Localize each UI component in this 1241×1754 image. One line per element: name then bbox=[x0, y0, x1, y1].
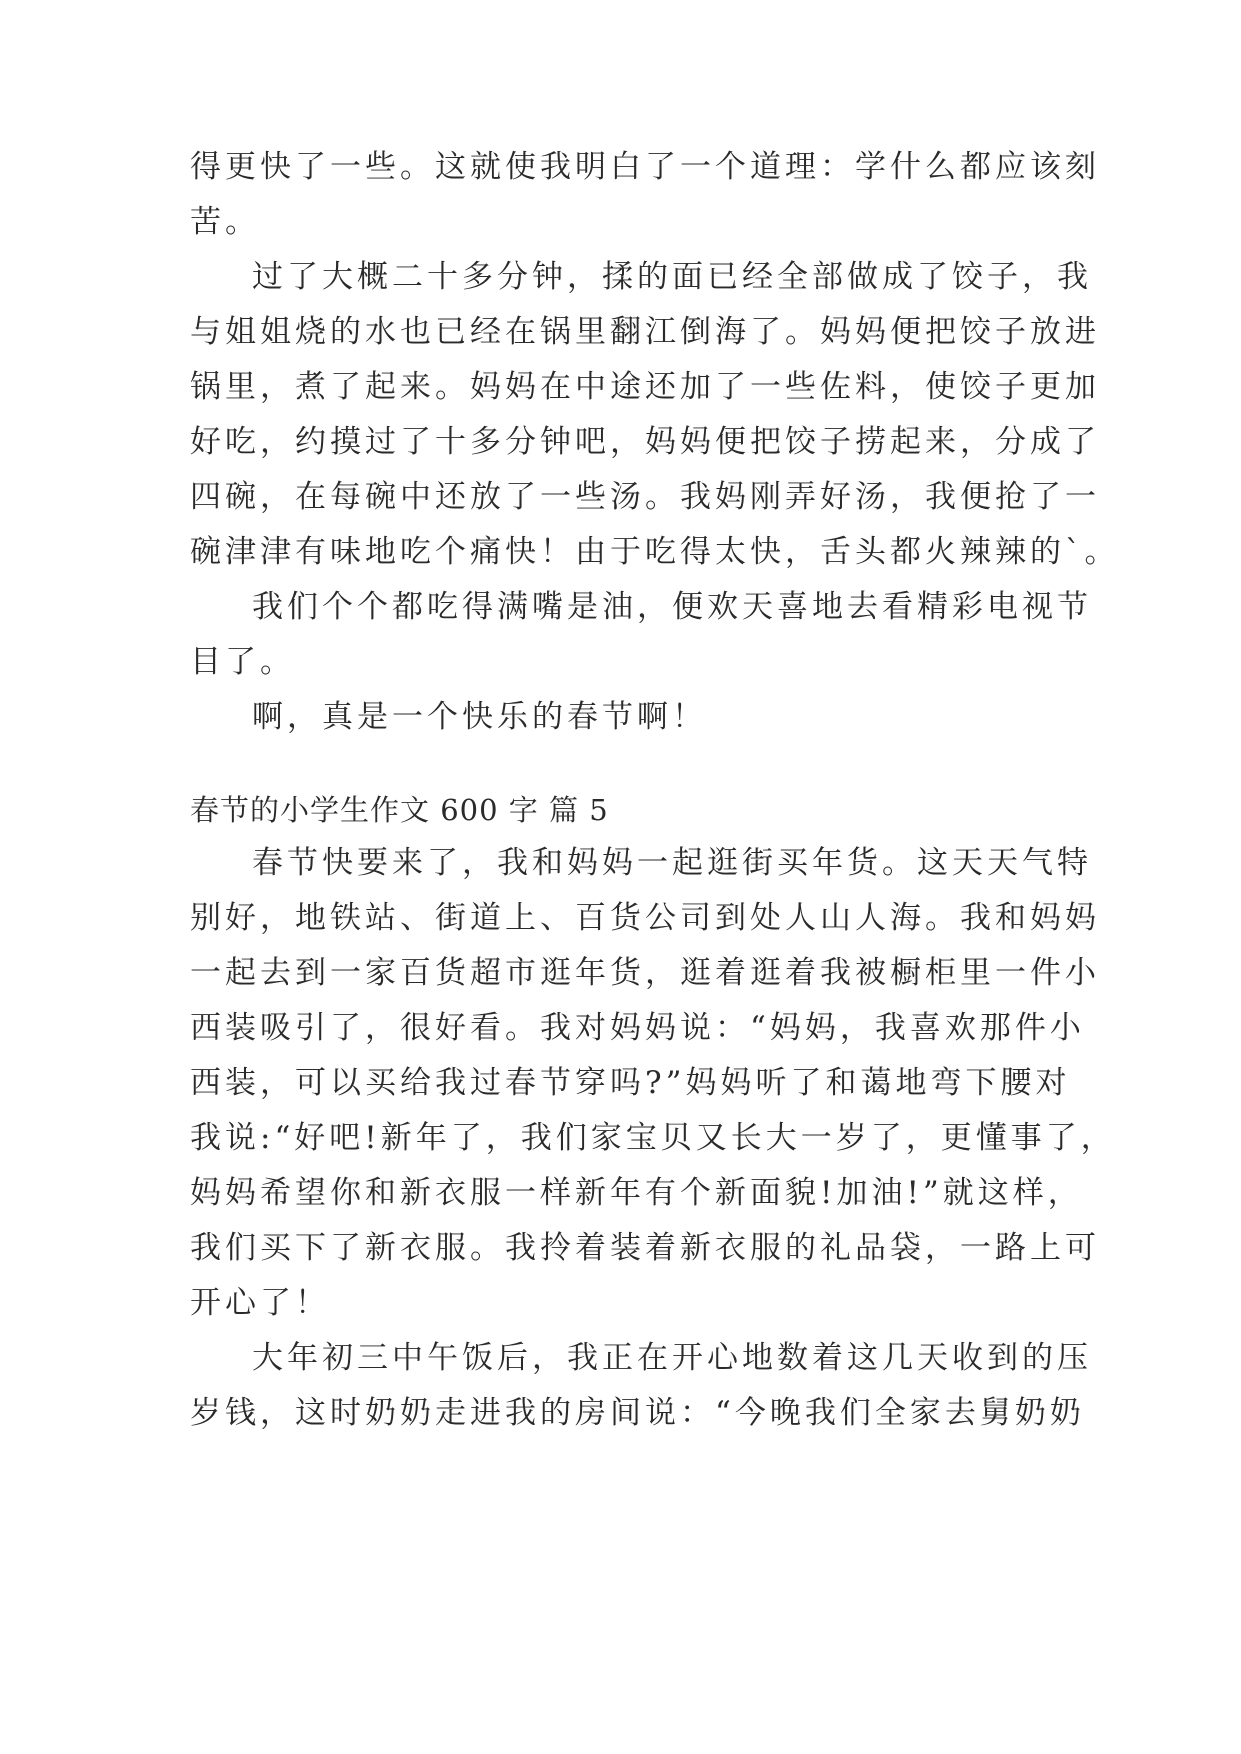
paragraph-line: 碗津津有味地吃个痛快！由于吃得太快，舌头都火辣辣的`。 bbox=[190, 534, 1120, 570]
paragraph-line: 岁钱，这时奶奶走进我的房间说：“今晚我们全家去舅奶奶 bbox=[190, 1395, 1085, 1431]
paragraph-line: 过了大概二十多分钟，揉的面已经全部做成了饺子，我 bbox=[252, 259, 1092, 295]
paragraph-line: 我们买下了新衣服。我拎着装着新衣服的礼品袋，一路上可 bbox=[190, 1230, 1100, 1266]
paragraph-line: 与姐姐烧的水也已经在锅里翻江倒海了。妈妈便把饺子放进 bbox=[190, 314, 1100, 350]
paragraph-line: 锅里，煮了起来。妈妈在中途还加了一些佐料，使饺子更加 bbox=[190, 369, 1100, 405]
paragraph-line: 得更快了一些。这就使我明白了一个道理：学什么都应该刻 bbox=[190, 149, 1100, 185]
paragraph-line: 西装吸引了，很好看。我对妈妈说：“妈妈，我喜欢那件小 bbox=[190, 1010, 1085, 1046]
paragraph-line: 西装，可以买给我过春节穿吗?”妈妈听了和蔼地弯下腰对 bbox=[190, 1065, 1071, 1101]
paragraph-line: 目了。 bbox=[190, 644, 295, 680]
paragraph-line: 苦。 bbox=[190, 204, 260, 240]
paragraph-line: 我说:“好吧!新年了，我们家宝贝又长大一岁了，更懂事了， bbox=[190, 1120, 1116, 1156]
section-heading: 春节的小学生作文 600 字 篇 5 bbox=[190, 793, 609, 827]
paragraph-line: 啊，真是一个快乐的春节啊！ bbox=[252, 699, 707, 735]
paragraph-line: 四碗，在每碗中还放了一些汤。我妈刚弄好汤，我便抢了一 bbox=[190, 479, 1100, 515]
paragraph-line: 开心了！ bbox=[190, 1285, 330, 1321]
paragraph-line: 别好，地铁站、街道上、百货公司到处人山人海。我和妈妈 bbox=[190, 900, 1100, 936]
paragraph-line: 大年初三中午饭后，我正在开心地数着这几天收到的压 bbox=[252, 1340, 1092, 1376]
paragraph-line: 我们个个都吃得满嘴是油，便欢天喜地去看精彩电视节 bbox=[252, 589, 1092, 625]
paragraph-line: 妈妈希望你和新衣服一样新年有个新面貌!加油!”就这样， bbox=[190, 1175, 1083, 1211]
paragraph-line: 一起去到一家百货超市逛年货，逛着逛着我被橱柜里一件小 bbox=[190, 955, 1100, 991]
paragraph-line: 好吃，约摸过了十多分钟吧，妈妈便把饺子捞起来，分成了 bbox=[190, 424, 1100, 460]
paragraph-line: 春节快要来了，我和妈妈一起逛街买年货。这天天气特 bbox=[252, 845, 1092, 881]
